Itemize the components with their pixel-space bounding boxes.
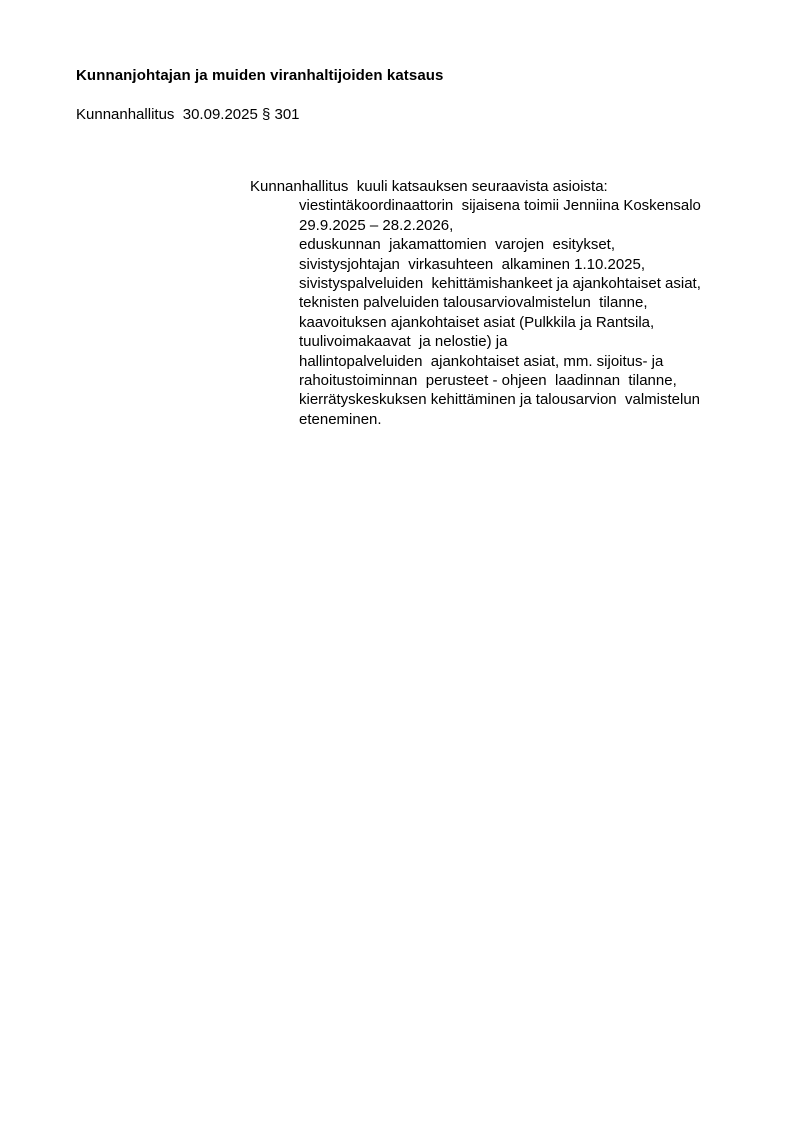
body-topic-list: [250, 196, 760, 429]
body-line: sivistyspalveluiden kehittämishankeet ja ajankohtaiset asiat,: [299, 275, 701, 293]
committee-date-section-line: Kunnanhallitus 30.09.2025 § 301: [76, 106, 300, 123]
body-line: teknisten palveluiden talousarviovalmistelun tilanne,: [299, 294, 648, 312]
body-line: viestintäkoordinaattorin sijaisena toimii Jenniina Koskensalo: [299, 197, 701, 215]
body-line: kaavoituksen ajankohtaiset asiat (Pulkkila ja Rantsila,: [299, 313, 655, 331]
body-line: eduskunnan jakamattomien varojen esitykset,: [299, 236, 616, 254]
body-intro-line: Kunnanhallitus kuuli katsauksen seuraavista asioista:: [250, 178, 608, 195]
body-line: hallintopalveluiden ajankohtaiset asiat, mm. sijoitus- ja: [299, 352, 664, 370]
body-line: rahoitustoiminnan perusteet - ohjeen laadinnan tilanne,: [299, 372, 677, 390]
body-line: eteneminen.: [299, 410, 382, 428]
body-line: kierrätyskeskuksen kehittäminen ja talousarvion valmistelun: [299, 391, 701, 409]
body-line: sivistysjohtajan virkasuhteen alkaminen 1.10.2025,: [299, 255, 646, 273]
body-line: tuulivoimakaavat ja nelostie) ja: [299, 333, 508, 351]
body-paragraph: [250, 177, 760, 429]
body-line: 29.9.2025 – 28.2.2026,: [299, 216, 454, 234]
document-title: Kunnanjohtajan ja muiden viranhaltijoiden katsaus: [76, 67, 444, 84]
